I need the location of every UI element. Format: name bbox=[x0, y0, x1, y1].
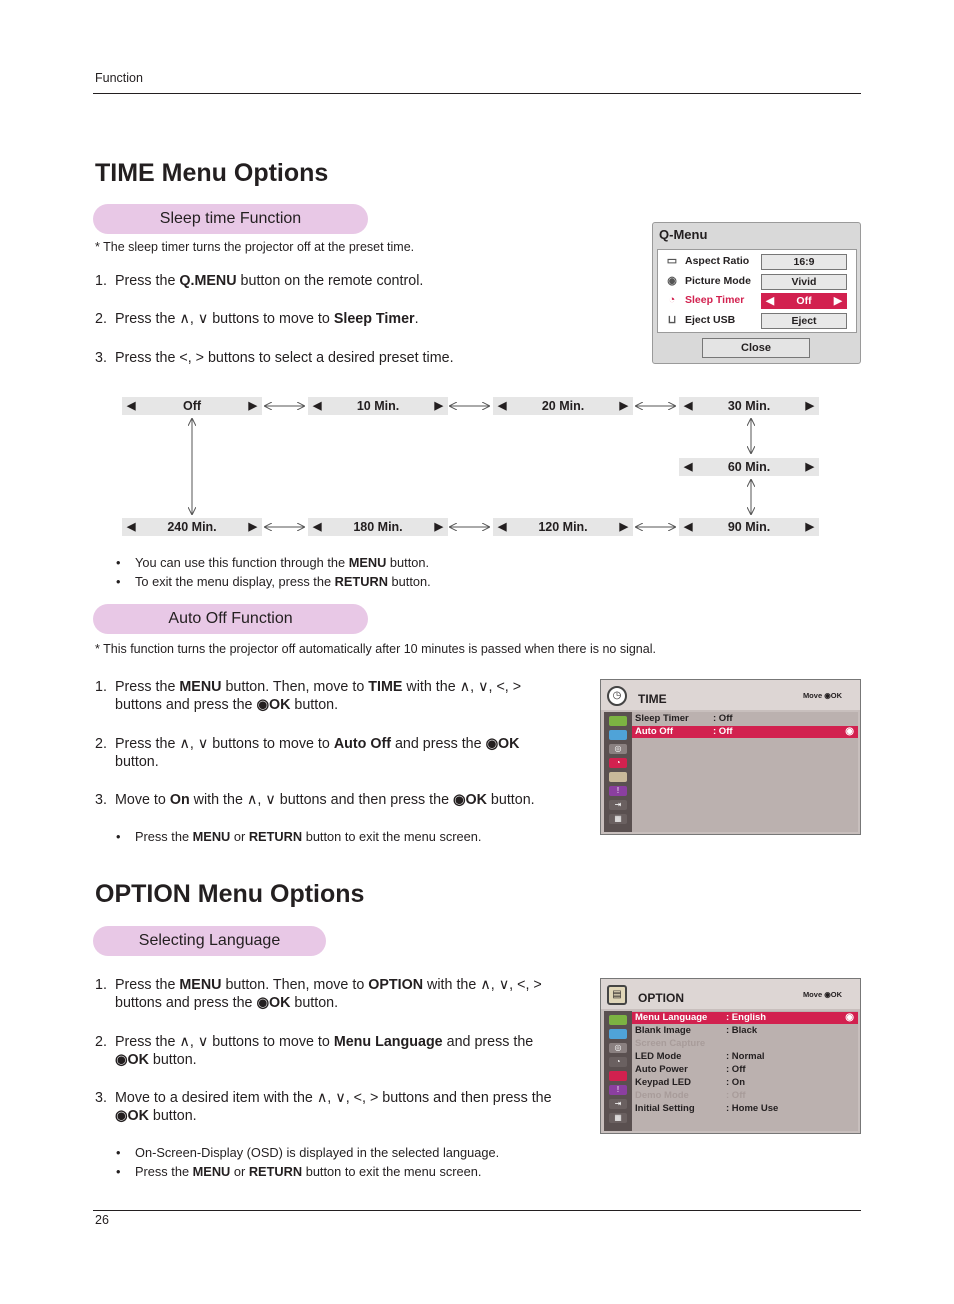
osd-row-initial-setting[interactable]: Initial Setting : Home Use bbox=[635, 1103, 779, 1114]
timer-option-10[interactable]: ◀ 10 Min. ▶ bbox=[308, 397, 448, 415]
usb-icon[interactable]: ▦ bbox=[609, 814, 627, 824]
right-arrow-icon: ▶ bbox=[805, 400, 814, 412]
picture-icon[interactable] bbox=[609, 716, 627, 726]
left-arrow-icon: ◀ bbox=[684, 400, 693, 412]
osd-panel bbox=[632, 1011, 858, 1131]
audio-icon[interactable]: ◎ bbox=[609, 744, 627, 754]
osd-row-auto-power[interactable]: Auto Power : Off bbox=[635, 1064, 746, 1075]
q-menu-value[interactable]: Vivid bbox=[761, 274, 847, 290]
page-number: 26 bbox=[95, 1213, 109, 1227]
input-icon[interactable]: ⇥ bbox=[609, 800, 627, 810]
right-arrow-icon: ▶ bbox=[434, 400, 443, 412]
osd-row-screen-capture: Screen Capture bbox=[635, 1038, 706, 1049]
osd-title: OPTION bbox=[638, 991, 685, 1005]
time-osd-menu bbox=[600, 679, 861, 835]
q-menu-label: Sleep Timer bbox=[685, 294, 745, 306]
option-step-3: 3. Move to a desired item with the ∧, ∨, <, > buttons and then press the ◉OK button. bbox=[95, 1090, 552, 1124]
usb-icon: ⊔ bbox=[667, 314, 677, 326]
left-arrow-icon: ◀ bbox=[684, 461, 693, 473]
right-arrow-icon: ▶ bbox=[805, 461, 814, 473]
option-step-2: 2. Press the ∧, ∨ buttons to move to Menu Language and press the ◉OK button. bbox=[95, 1034, 534, 1068]
footer-rule bbox=[93, 1210, 861, 1211]
osd-category-bar bbox=[604, 1011, 632, 1131]
option-step-1: 1. Press the MENU button. Then, move to OPTION with the ∧, ∨, <, > buttons and press the ◉OK button. bbox=[95, 977, 542, 1011]
auto-off-note: * This function turns the projector off automatically after 10 minutes is passed when there is no signal. bbox=[95, 642, 656, 656]
sleep-step-2: 2. Press the ∧, ∨ buttons to move to Sleep Timer. bbox=[95, 311, 419, 327]
audio-icon[interactable]: ◎ bbox=[609, 1043, 627, 1053]
clock-icon: ◷ bbox=[607, 686, 627, 706]
screen-icon[interactable] bbox=[609, 1029, 627, 1039]
q-menu-value[interactable]: 16:9 bbox=[761, 254, 847, 270]
sleep-function-pill: Sleep time Function bbox=[93, 204, 368, 234]
screen-icon[interactable] bbox=[609, 730, 627, 740]
osd-row-keypad-led[interactable]: Keypad LED : On bbox=[635, 1077, 745, 1088]
right-arrow-icon: ▶ bbox=[248, 521, 257, 533]
left-arrow-icon: ◀ bbox=[684, 521, 693, 533]
option-icon[interactable] bbox=[609, 772, 627, 782]
q-menu-value[interactable]: ◀ Off ▶ bbox=[761, 293, 847, 309]
timer-option-20[interactable]: ◀ 20 Min. ▶ bbox=[493, 397, 633, 415]
right-arrow-icon: ▶ bbox=[434, 521, 443, 533]
auto-off-bullet: • Press the MENU or RETURN button to exit the menu screen. bbox=[118, 829, 481, 844]
auto-off-step-2: 2. Press the ∧, ∨ buttons to move to Auto Off and press the ◉OK button. bbox=[95, 736, 520, 770]
timer-option-30[interactable]: ◀ 30 Min. ▶ bbox=[679, 397, 819, 415]
aspect-icon: ▭ bbox=[666, 255, 678, 267]
usb-icon[interactable]: ▦ bbox=[609, 1113, 627, 1123]
left-arrow-icon: ◀ bbox=[127, 400, 136, 412]
input-icon[interactable]: ⇥ bbox=[609, 1099, 627, 1109]
right-arrow-icon: ▶ bbox=[619, 400, 628, 412]
option-osd-menu bbox=[600, 978, 861, 1134]
time-icon[interactable]: ◔ bbox=[609, 758, 627, 768]
osd-row-sleep-timer[interactable]: Sleep Timer : Off bbox=[635, 713, 733, 724]
eye-icon: ◉ bbox=[667, 275, 677, 287]
sleep-step-1: 1. Press the Q.MENU button on the remote control. bbox=[95, 273, 424, 289]
osd-row-auto-off[interactable]: Auto Off : Off ◉ bbox=[632, 726, 858, 738]
timer-option-240[interactable]: ◀ 240 Min. ▶ bbox=[122, 518, 262, 536]
ok-icon: ◉ bbox=[845, 1012, 854, 1023]
left-arrow-icon: ◀ bbox=[127, 521, 136, 533]
left-arrow-icon: ◀ bbox=[498, 521, 507, 533]
q-menu-value[interactable]: Eject bbox=[761, 313, 847, 329]
q-menu-label: Picture Mode bbox=[685, 275, 751, 287]
osd-panel bbox=[632, 712, 858, 832]
picture-icon[interactable] bbox=[609, 1015, 627, 1025]
info-icon[interactable]: ! bbox=[609, 786, 627, 796]
option-section-title: OPTION Menu Options bbox=[95, 880, 365, 908]
sleep-bullet-2: • To exit the menu display, press the RETURN button. bbox=[118, 574, 431, 589]
timer-option-120[interactable]: ◀ 120 Min. ▶ bbox=[493, 518, 633, 536]
running-header: Function bbox=[95, 71, 143, 85]
time-section-title: TIME Menu Options bbox=[95, 159, 329, 187]
timer-option-180[interactable]: ◀ 180 Min. ▶ bbox=[308, 518, 448, 536]
left-arrow-icon: ◀ bbox=[498, 400, 507, 412]
selecting-language-pill: Selecting Language bbox=[93, 926, 326, 956]
option-big-icon: ▤ bbox=[607, 985, 627, 1005]
option-icon[interactable] bbox=[609, 1071, 627, 1081]
q-menu-label: Aspect Ratio bbox=[685, 255, 750, 267]
right-arrow-icon: ▶ bbox=[805, 521, 814, 533]
q-menu-close-button[interactable]: Close bbox=[702, 338, 810, 358]
sleep-bullet-1: • You can use this function through the MENU button. bbox=[118, 555, 429, 570]
left-arrow-icon: ◀ bbox=[313, 521, 322, 533]
auto-off-pill: Auto Off Function bbox=[93, 604, 368, 634]
osd-category-bar bbox=[604, 712, 632, 832]
timer-option-off[interactable]: ◀ Off ▶ bbox=[122, 397, 262, 415]
osd-row-blank-image[interactable]: Blank Image : Black bbox=[635, 1025, 758, 1036]
option-bullet-1: • On-Screen-Display (OSD) is displayed in the selected language. bbox=[118, 1145, 499, 1160]
sleep-note: * The sleep timer turns the projector off at the preset time. bbox=[95, 240, 415, 254]
right-arrow-icon: ▶ bbox=[248, 400, 257, 412]
auto-off-step-1: 1. Press the MENU button. Then, move to TIME with the ∧, ∨, <, > buttons and press the ◉OK button. bbox=[95, 679, 522, 713]
sleep-step-3: 3. Press the <, > buttons to select a desired preset time. bbox=[95, 350, 454, 366]
right-arrow-icon[interactable]: ▶ bbox=[833, 295, 842, 307]
osd-row-led-mode[interactable]: LED Mode : Normal bbox=[635, 1051, 765, 1062]
auto-off-step-3: 3. Move to On with the ∧, ∨ buttons and then press the ◉OK button. bbox=[95, 792, 535, 808]
time-icon[interactable]: ◔ bbox=[609, 1057, 627, 1067]
osd-title: TIME bbox=[638, 692, 667, 706]
info-icon[interactable]: ! bbox=[609, 1085, 627, 1095]
osd-hint: Move ◉OK bbox=[802, 990, 842, 999]
left-arrow-icon[interactable]: ◀ bbox=[766, 295, 775, 307]
timer-option-60[interactable]: ◀ 60 Min. ▶ bbox=[679, 458, 819, 476]
q-menu-title: Q-Menu bbox=[659, 227, 708, 242]
left-arrow-icon: ◀ bbox=[313, 400, 322, 412]
osd-row-menu-language[interactable]: Menu Language : English ◉ bbox=[632, 1012, 858, 1024]
q-menu-label: Eject USB bbox=[685, 314, 736, 326]
osd-hint: Move ◉OK bbox=[802, 691, 842, 700]
option-bullet-2: • Press the MENU or RETURN button to exit the menu screen. bbox=[118, 1164, 481, 1179]
right-arrow-icon: ▶ bbox=[619, 521, 628, 533]
ok-icon: ◉ bbox=[845, 726, 854, 737]
timer-option-90[interactable]: ◀ 90 Min. ▶ bbox=[679, 518, 819, 536]
osd-row-demo-mode: Demo Mode : Off bbox=[635, 1090, 746, 1101]
sleep-timer-icon: ◔ bbox=[668, 294, 676, 306]
